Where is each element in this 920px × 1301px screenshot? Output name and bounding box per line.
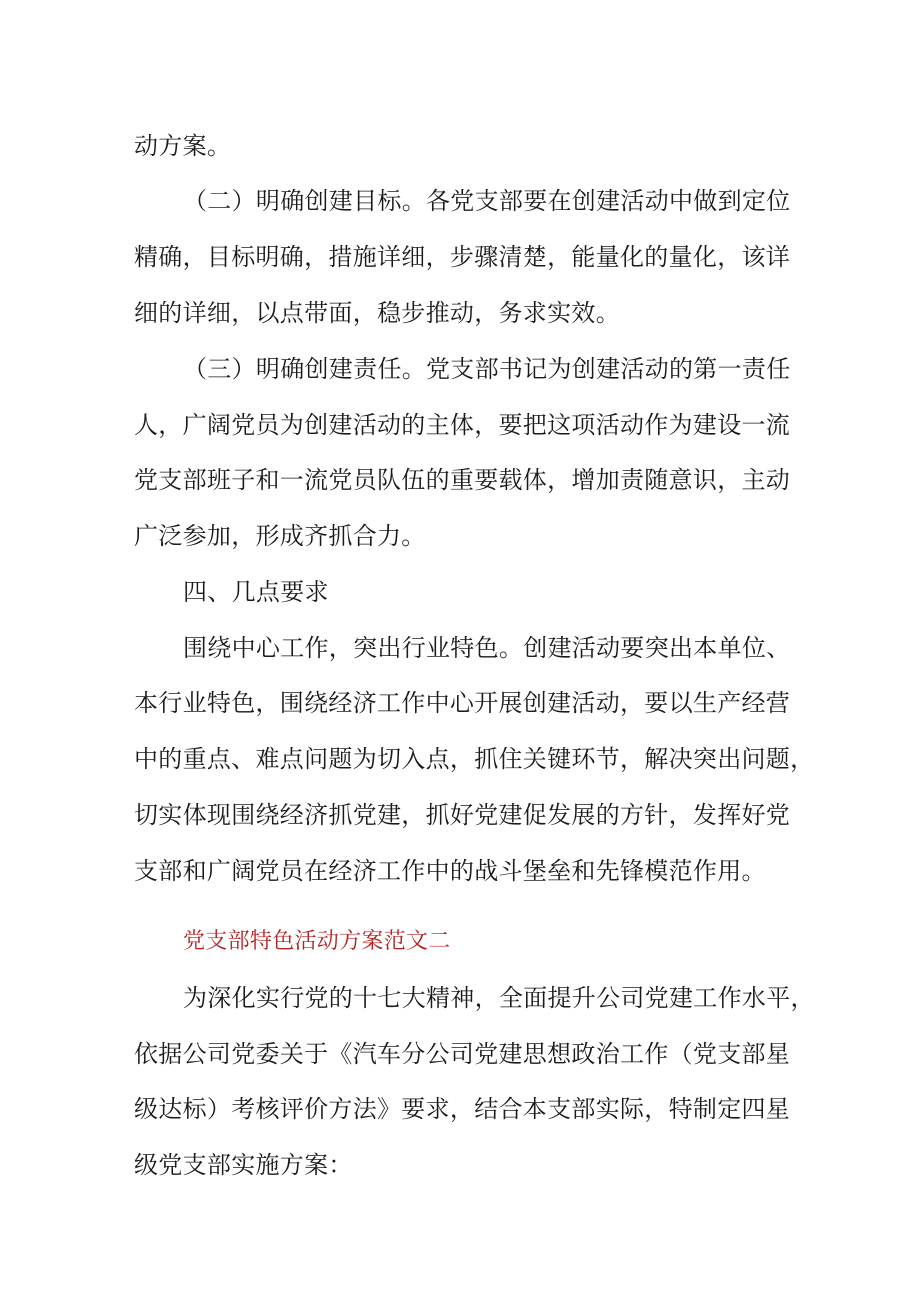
body-line: 切实体现围绕经济抓党建，抓好党建促发展的方针，发挥好党 (134, 801, 791, 829)
body-line: 为深化实行党的十七大精神，全面提升公司党建工作水平， (183, 984, 815, 1012)
body-line: 精确，目标明确，措施详细，步骤清楚，能量化的量化，该详 (134, 243, 791, 271)
body-line: 动方案。 (134, 132, 232, 160)
body-line: 本行业特色，围绕经济工作中心开展创建活动，要以生产经营 (134, 689, 791, 717)
body-line: 级党支部实施方案： (134, 1151, 353, 1179)
article-title: 党支部特色活动方案范文二 (183, 929, 451, 954)
body-line: 支部和广阔党员在经济工作中的战斗堡垒和先锋模范作用。 (134, 857, 766, 885)
body-line: 围绕中心工作，突出行业特色。创建活动要突出本单位、 (183, 634, 791, 662)
body-line: 依据公司党委关于《汽车分公司党建思想政治工作（党支部星 (134, 1040, 791, 1068)
body-line: 中的重点、难点问题为切入点，抓住关键环节，解决突出问题， (134, 745, 815, 773)
body-line: 细的详细，以点带面，稳步推动，务求实效。 (134, 299, 620, 327)
body-line: 广泛参加，形成齐抓合力。 (134, 522, 426, 550)
body-line: 人，广阔党员为创建活动的主体，要把这项活动作为建设一流 (134, 411, 791, 439)
body-line: （二）明确创建目标。各党支部要在创建活动中做到定位 (183, 187, 791, 215)
body-line: 党支部班子和一流党员队伍的重要载体，增加责随意识，主动 (134, 466, 791, 494)
section-heading: 四、几点要求 (183, 578, 329, 606)
body-line: 级达标）考核评价方法》要求，结合本支部实际，特制定四星 (134, 1095, 791, 1123)
body-line: （三）明确创建责任。党支部书记为创建活动的第一责任 (183, 355, 791, 383)
